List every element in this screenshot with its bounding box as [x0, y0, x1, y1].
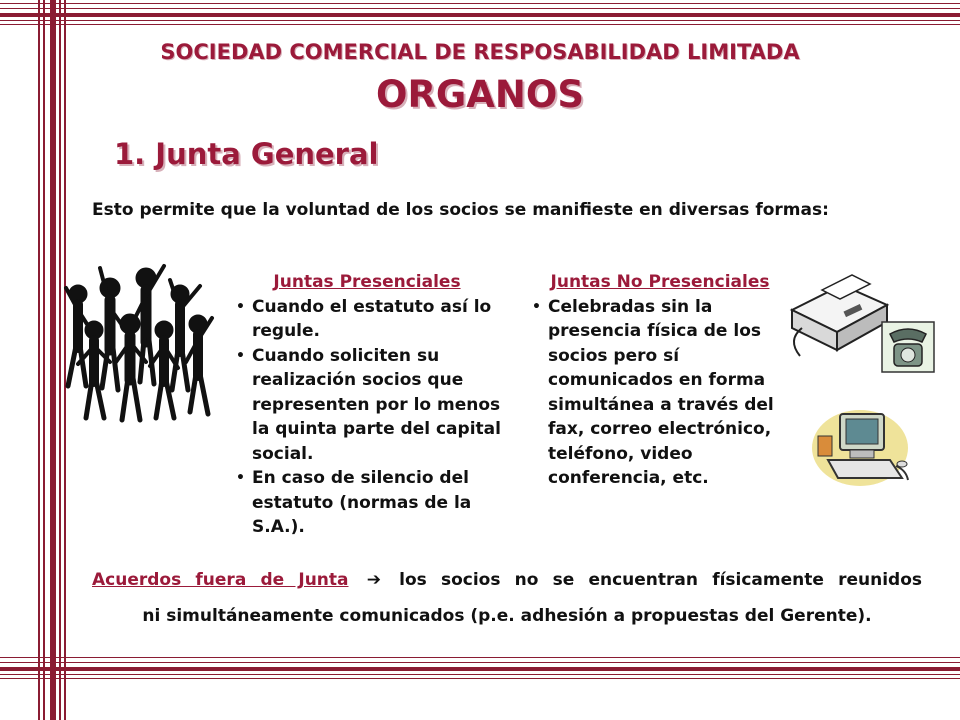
- acuerdos-fuera-de-junta-link[interactable]: Acuerdos fuera de Junta: [92, 570, 349, 590]
- fax-machine-icon: [782, 270, 892, 360]
- list-item: • Cuando soliciten su realización socios que representen por lo menos la quinta parte del capital social.: [252, 344, 502, 467]
- bottom-horizontal-rule-5: [0, 678, 960, 679]
- juntas-presenciales-heading: Juntas Presenciales: [273, 272, 461, 292]
- list-item: • Cuando el estatuto así lo regule.: [252, 295, 502, 344]
- juntas-presenciales-list: [232, 295, 502, 540]
- footer-line-1: los socios no se encuentran físicamente reunidos: [399, 570, 923, 590]
- juntas-no-presenciales-heading: Juntas No Presenciales: [550, 272, 770, 292]
- bottom-horizontal-rule-3: [0, 667, 960, 671]
- section-heading: 1. Junta General: [114, 137, 379, 171]
- footer-line-2: ni simultáneamente comunicados (p.e. adhesión a propuestas del Gerente).: [142, 606, 872, 626]
- slide-subtitle: ORGANOS: [375, 73, 585, 116]
- footer-text: [92, 570, 922, 590]
- juntas-no-presenciales-column: [528, 270, 792, 491]
- people-crowd-icon: [58, 258, 218, 428]
- bottom-horizontal-rule-2: [0, 662, 960, 663]
- juntas-no-presenciales-list: [528, 295, 792, 491]
- list-item: • En caso de silencio del estatuto (normas de la S.A.).: [252, 466, 502, 540]
- telephone-icon: [880, 320, 936, 374]
- top-horizontal-rule-2: [0, 8, 960, 9]
- slide-title: SOCIEDAD COMERCIAL DE RESPOSABILIDAD LIMITADA: [160, 40, 800, 64]
- list-item: • Celebradas sin la presencia física de los socios pero sí comunicados en forma simultánea a través del fax, correo electrónico, teléfono, video conferencia, etc.: [548, 295, 792, 491]
- intro-text: Esto permite que la voluntad de los socios se manifieste en diversas formas:: [92, 200, 829, 220]
- top-horizontal-rule-1: [0, 3, 960, 4]
- top-horizontal-rule-3: [0, 13, 960, 17]
- bottom-horizontal-rule-1: [0, 657, 960, 658]
- computer-icon: [810, 400, 914, 490]
- top-horizontal-rule-5: [0, 24, 960, 25]
- top-horizontal-rule-4: [0, 20, 960, 21]
- bottom-horizontal-rule-4: [0, 674, 960, 675]
- juntas-presenciales-column: [232, 270, 502, 540]
- arrow-right-icon: ➔: [366, 570, 381, 590]
